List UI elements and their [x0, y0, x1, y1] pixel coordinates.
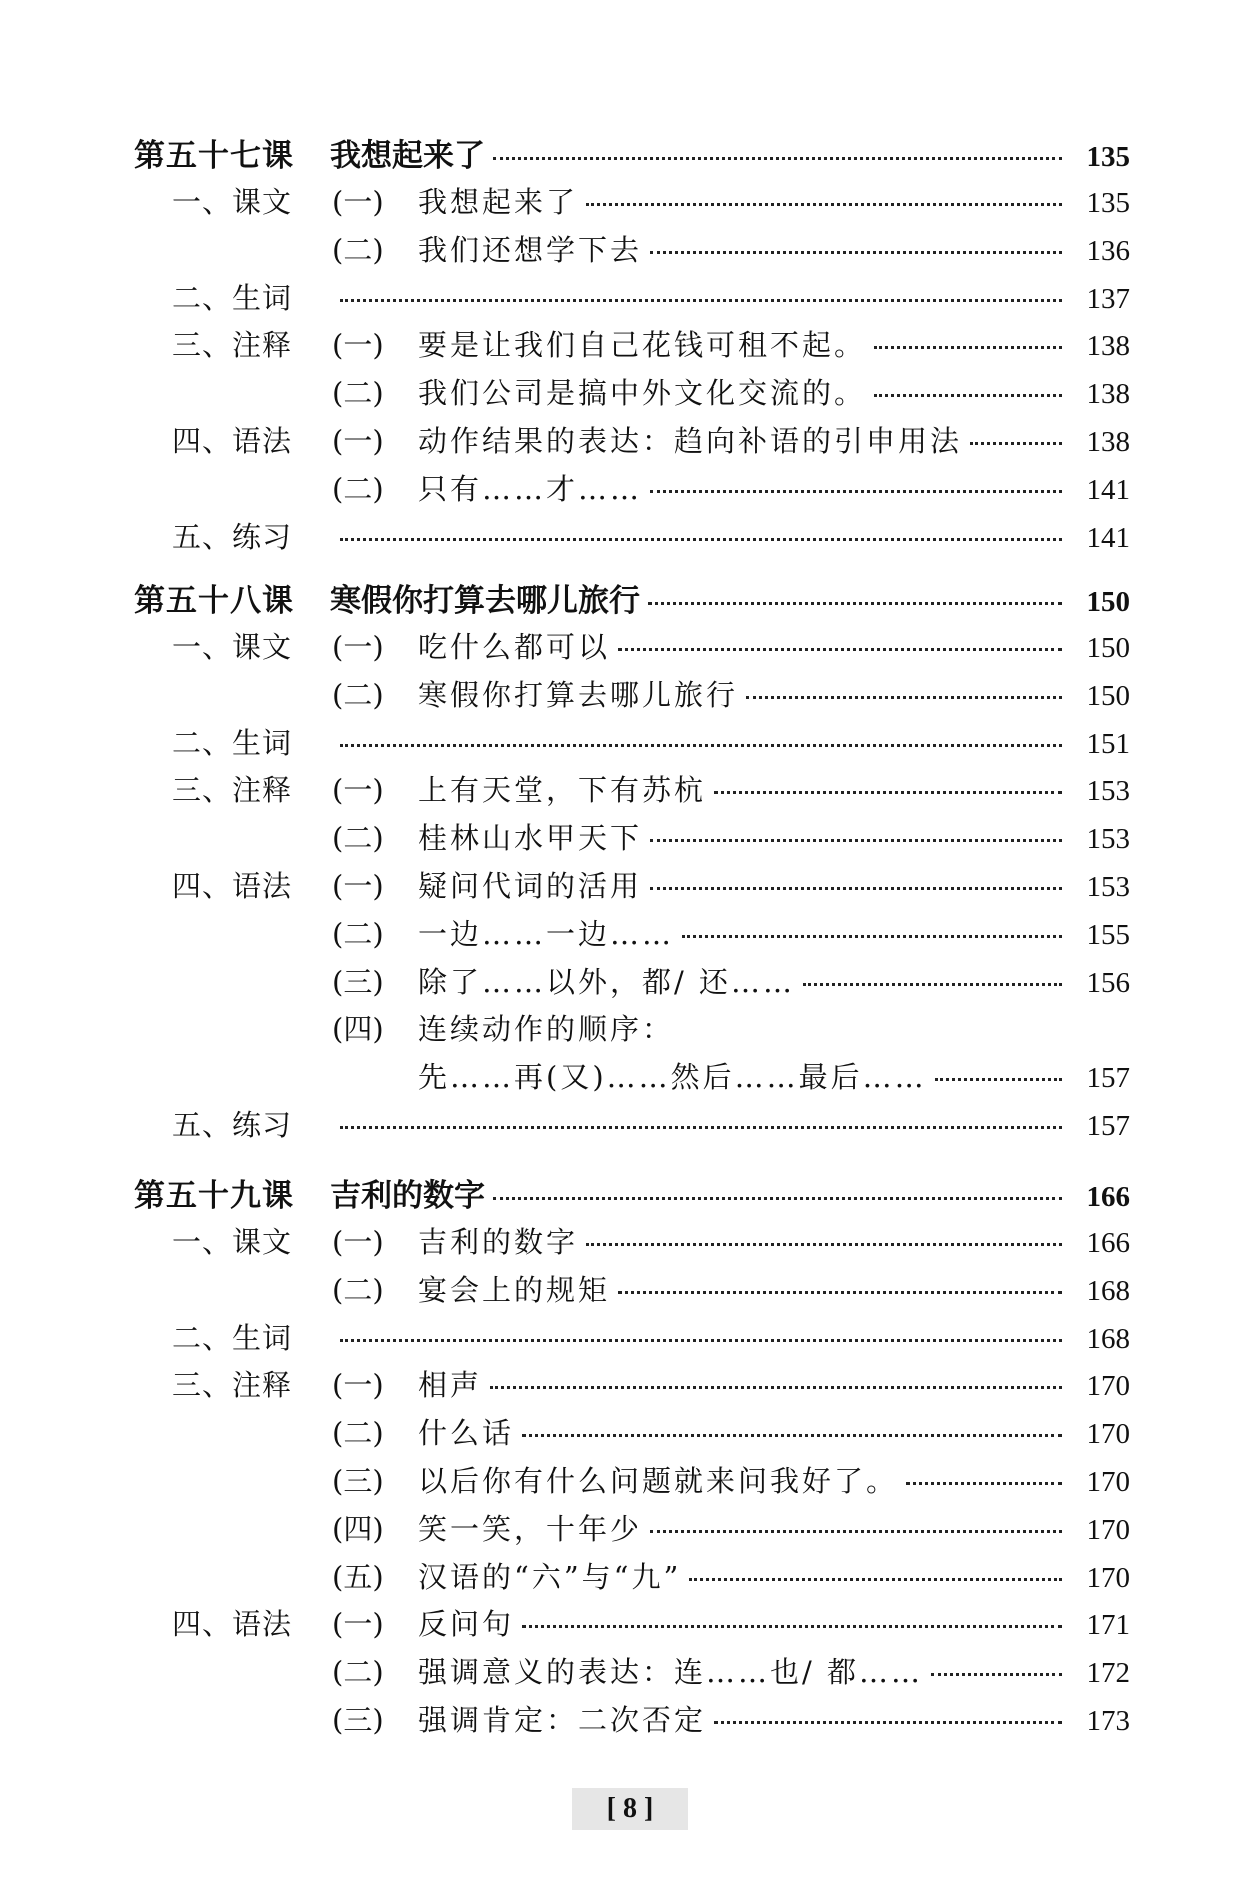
toc-entry[interactable] [172, 371, 1130, 413]
toc-entry[interactable] [172, 467, 1130, 509]
toc-entry[interactable] [172, 1007, 1130, 1049]
toc-entry[interactable] [172, 1411, 1130, 1453]
toc-entry[interactable] [172, 768, 1130, 810]
toc-entry[interactable] [172, 912, 1130, 954]
dot-leader [746, 696, 1062, 699]
lesson-heading[interactable] [134, 1170, 1130, 1212]
section-label: 四、语法 [172, 869, 293, 903]
dot-leader [340, 744, 1062, 747]
page-ref: 171 [1086, 1609, 1130, 1642]
subsection-marker: (二) [332, 821, 384, 856]
dot-leader [648, 602, 1062, 605]
page-ref: 141 [1086, 473, 1130, 506]
page-ref: 138 [1086, 426, 1130, 458]
dot-leader [970, 442, 1062, 445]
subsection-marker: (一) [332, 1225, 384, 1259]
page-ref: 156 [1086, 966, 1130, 999]
section-label: 一、课文 [172, 185, 293, 219]
page-ref: 150 [1086, 632, 1130, 664]
entry-text: 动作结果的表达：趋向补语的引申用法 [418, 424, 963, 458]
entry-text: 强调肯定：二次否定 [418, 1703, 707, 1737]
entry-text: 反问句 [418, 1607, 515, 1642]
page-ref: 138 [1086, 330, 1130, 363]
entry-text: 相声 [418, 1368, 483, 1403]
section-label: 四、语法 [172, 1607, 293, 1642]
lesson-title: 寒假你打算去哪儿旅行 [330, 583, 640, 619]
page-ref: 170 [1086, 1370, 1130, 1403]
toc-entry[interactable] [172, 1055, 1130, 1097]
dot-leader [618, 1291, 1062, 1294]
page-ref: 172 [1086, 1657, 1130, 1690]
entry-text: 宴会上的规矩 [418, 1272, 611, 1307]
dot-leader [682, 935, 1062, 938]
dot-leader [650, 1530, 1062, 1533]
entry-text: 只有……才…… [418, 471, 643, 506]
section-label: 五、练习 [172, 1108, 293, 1142]
toc-entry[interactable] [172, 1363, 1130, 1405]
lesson-number: 第五十八课 [134, 583, 294, 619]
subsection-marker: (一) [332, 1368, 384, 1403]
entry-text: 什么话 [418, 1416, 515, 1451]
entry-text: 先……再(又)……然后……最后…… [418, 1060, 927, 1095]
page-ref: 157 [1086, 1110, 1130, 1142]
entry-text: 桂林山水甲天下 [418, 821, 643, 856]
entry-text: 我们公司是搞中外文化交流的。 [418, 376, 867, 411]
toc-entry[interactable] [172, 515, 1130, 557]
dot-leader [493, 157, 1062, 160]
toc-entry[interactable] [172, 1103, 1130, 1145]
dot-leader [618, 648, 1062, 651]
dot-leader [803, 983, 1062, 986]
lesson-heading[interactable] [134, 575, 1130, 617]
lesson-title: 我想起来了 [330, 138, 485, 174]
dot-leader [586, 203, 1062, 206]
page-ref: 150 [1086, 586, 1130, 618]
dot-leader [340, 1126, 1062, 1129]
page-ref: 138 [1086, 378, 1130, 411]
toc-entry[interactable] [172, 1602, 1130, 1644]
subsection-marker: (一) [332, 869, 384, 903]
page-number: [ 8 ] [572, 1788, 688, 1830]
dot-leader [714, 1721, 1062, 1724]
page-ref: 173 [1086, 1705, 1130, 1737]
lesson-number: 第五十七课 [134, 138, 294, 174]
subsection-marker: (一) [332, 424, 384, 458]
page-ref: 141 [1086, 521, 1130, 554]
dot-leader [340, 299, 1062, 302]
dot-leader [931, 1673, 1062, 1676]
page-ref: 153 [1086, 775, 1130, 808]
entry-text: 吉利的数字 [418, 1225, 579, 1259]
lesson-number: 第五十九课 [134, 1178, 294, 1214]
page-ref: 137 [1086, 282, 1130, 315]
section-label: 三、注释 [172, 328, 293, 363]
dot-leader [935, 1078, 1062, 1081]
subsection-marker: (一) [332, 328, 384, 363]
subsection-marker: (三) [332, 1703, 384, 1737]
subsection-marker: (一) [332, 1607, 384, 1642]
toc-entry[interactable] [172, 1507, 1130, 1549]
page-ref: 157 [1086, 1062, 1130, 1095]
dot-leader [906, 1482, 1062, 1485]
page-ref: 166 [1086, 1227, 1130, 1259]
subsection-marker: (二) [332, 1655, 384, 1690]
section-label: 五、练习 [172, 519, 293, 554]
subsection-marker: (二) [332, 232, 384, 267]
page-ref: 150 [1086, 679, 1130, 712]
lesson-heading[interactable] [134, 130, 1130, 172]
dot-leader [490, 1386, 1062, 1389]
subsection-marker: (二) [332, 1416, 384, 1451]
page-ref: 170 [1086, 1561, 1130, 1594]
subsection-marker: (五) [332, 1559, 384, 1594]
lesson-title: 吉利的数字 [330, 1178, 485, 1214]
toc-entry[interactable] [172, 673, 1130, 715]
section-label: 二、生词 [172, 1320, 293, 1355]
page-ref: 168 [1086, 1274, 1130, 1307]
subsection-marker: (一) [332, 773, 384, 808]
toc-entry[interactable] [172, 1698, 1130, 1740]
toc-entry[interactable] [172, 323, 1130, 365]
entry-text: 吃什么都可以 [418, 630, 611, 664]
section-label: 二、生词 [172, 280, 293, 315]
subsection-marker: (二) [332, 677, 384, 712]
entry-text: 汉语的“六”与“九” [418, 1559, 682, 1594]
dot-leader [650, 251, 1062, 254]
toc-entry[interactable] [172, 721, 1130, 763]
section-label: 四、语法 [172, 424, 293, 458]
toc-entry[interactable] [172, 1459, 1130, 1501]
page-ref: 170 [1086, 1466, 1130, 1498]
dot-leader [650, 839, 1062, 842]
page-ref: 153 [1086, 823, 1130, 856]
toc-entry[interactable] [172, 1650, 1130, 1692]
toc-entry[interactable] [172, 816, 1130, 858]
page-ref: 168 [1086, 1322, 1130, 1355]
subsection-marker: (三) [332, 1464, 384, 1498]
entry-text: 强调意义的表达：连……也/ 都…… [418, 1655, 923, 1690]
section-label: 二、生词 [172, 725, 293, 760]
entry-text: 笑一笑，十年少 [418, 1511, 643, 1546]
dot-leader [586, 1243, 1062, 1246]
page-ref: 170 [1086, 1513, 1130, 1546]
section-label: 一、课文 [172, 1225, 293, 1259]
entry-text: 连续动作的顺序： [418, 1012, 675, 1047]
dot-leader [340, 1339, 1062, 1342]
subsection-marker: (二) [332, 1272, 384, 1307]
entry-text: 我想起来了 [418, 185, 579, 219]
page-ref: 151 [1086, 727, 1130, 760]
dot-leader [714, 791, 1062, 794]
entry-text: 一边……一边…… [418, 916, 675, 951]
subsection-marker: (一) [332, 630, 384, 664]
entry-text: 我们还想学下去 [418, 232, 643, 267]
toc-entry[interactable] [172, 1555, 1130, 1597]
section-label: 三、注释 [172, 1368, 293, 1403]
subsection-marker: (三) [332, 964, 384, 999]
toc-entry[interactable] [172, 625, 1130, 667]
toc-entry[interactable] [172, 1268, 1130, 1310]
toc-entry[interactable] [172, 864, 1130, 906]
dot-leader [689, 1578, 1062, 1581]
subsection-marker: (四) [332, 1511, 384, 1546]
entry-text: 寒假你打算去哪儿旅行 [418, 677, 739, 712]
subsection-marker: (一) [332, 185, 384, 219]
page-ref: 135 [1086, 187, 1130, 219]
section-label: 一、课文 [172, 630, 293, 664]
toc-entry[interactable] [172, 1220, 1130, 1262]
page-ref: 155 [1086, 918, 1130, 951]
entry-text: 上有天堂，下有苏杭 [418, 773, 707, 808]
page-ref: 135 [1086, 141, 1130, 173]
dot-leader [522, 1434, 1062, 1437]
toc-entry[interactable] [172, 960, 1130, 1002]
entry-text: 除了……以外，都/ 还…… [418, 964, 795, 999]
page-ref: 136 [1086, 234, 1130, 267]
subsection-marker: (二) [332, 376, 384, 411]
toc-entry[interactable] [172, 1316, 1130, 1358]
page-ref: 153 [1086, 871, 1130, 903]
dot-leader [874, 394, 1062, 397]
entry-text: 疑问代词的活用 [418, 869, 643, 903]
toc-entry[interactable] [172, 228, 1130, 270]
entry-text: 以后你有什么问题就来问我好了。 [418, 1464, 899, 1498]
dot-leader [340, 538, 1062, 541]
dot-leader [650, 490, 1062, 493]
dot-leader [874, 346, 1062, 349]
dot-leader [493, 1197, 1062, 1200]
dot-leader [650, 887, 1062, 890]
toc-entry[interactable] [172, 180, 1130, 222]
subsection-marker: (四) [332, 1012, 384, 1047]
page-ref: 170 [1086, 1418, 1130, 1451]
toc-entry[interactable] [172, 419, 1130, 461]
section-label: 三、注释 [172, 773, 293, 808]
toc-entry[interactable] [172, 276, 1130, 318]
page-ref: 166 [1086, 1181, 1130, 1213]
entry-text: 要是让我们自己花钱可租不起。 [418, 328, 867, 363]
subsection-marker: (二) [332, 916, 384, 951]
dot-leader [522, 1625, 1062, 1628]
subsection-marker: (二) [332, 471, 384, 506]
